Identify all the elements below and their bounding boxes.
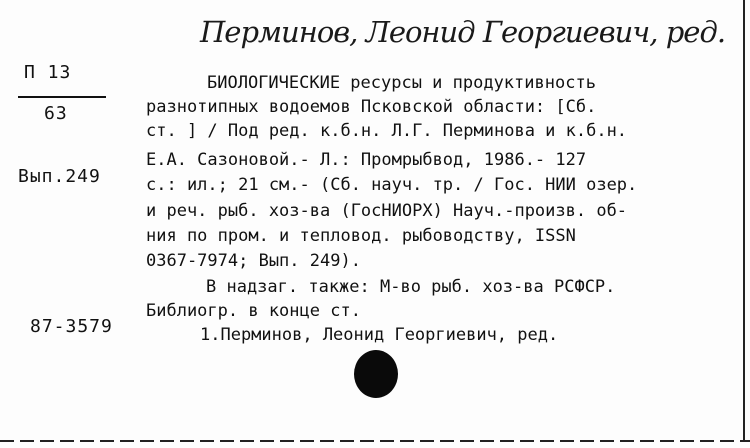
entry-line: и реч. рыб. хоз-ва (ГосНИОРХ) Науч.-произв. об- <box>146 201 628 221</box>
accession-number: 87-3579 <box>30 316 113 337</box>
shelf-mark-number: 63 <box>44 103 68 124</box>
entry-line: разнотипных водоемов Псковской области: [Сб. <box>146 97 597 117</box>
entry-line: Е.А. Сазоновой.- Л.: Промрыбвод, 1986.- 127 <box>146 150 587 170</box>
note-line: Библиогр. в конце ст. <box>146 301 361 321</box>
entry-line: с.: ил.; 21 см.- (Сб. науч. тр. / Гос. НИИ озер. <box>146 175 638 195</box>
entry-line: ния по пром. и тепловод. рыбоводству, ISSN <box>146 226 576 246</box>
note-line: В надзаг. также: М-во рыб. хоз-ва РСФСР. <box>206 277 616 297</box>
entry-line: ст. ] / Под ред. к.б.н. Л.Г. Перминова и к.б.н. <box>146 121 628 141</box>
entry-line: 0367-7974; Вып. 249). <box>146 251 361 271</box>
entry-line: БИОЛОГИЧЕСКИЕ ресурсы и продуктивность <box>207 73 596 93</box>
handwritten-heading-text: Перминов, Леонид Георгиевич, ред. <box>200 15 726 49</box>
tracing-line: 1.Перминов, Леонид Георгиевич, ред. <box>200 325 559 345</box>
shelf-mark-top: П 13 <box>24 62 72 83</box>
shelf-mark-volume: Вып.249 <box>18 166 101 187</box>
